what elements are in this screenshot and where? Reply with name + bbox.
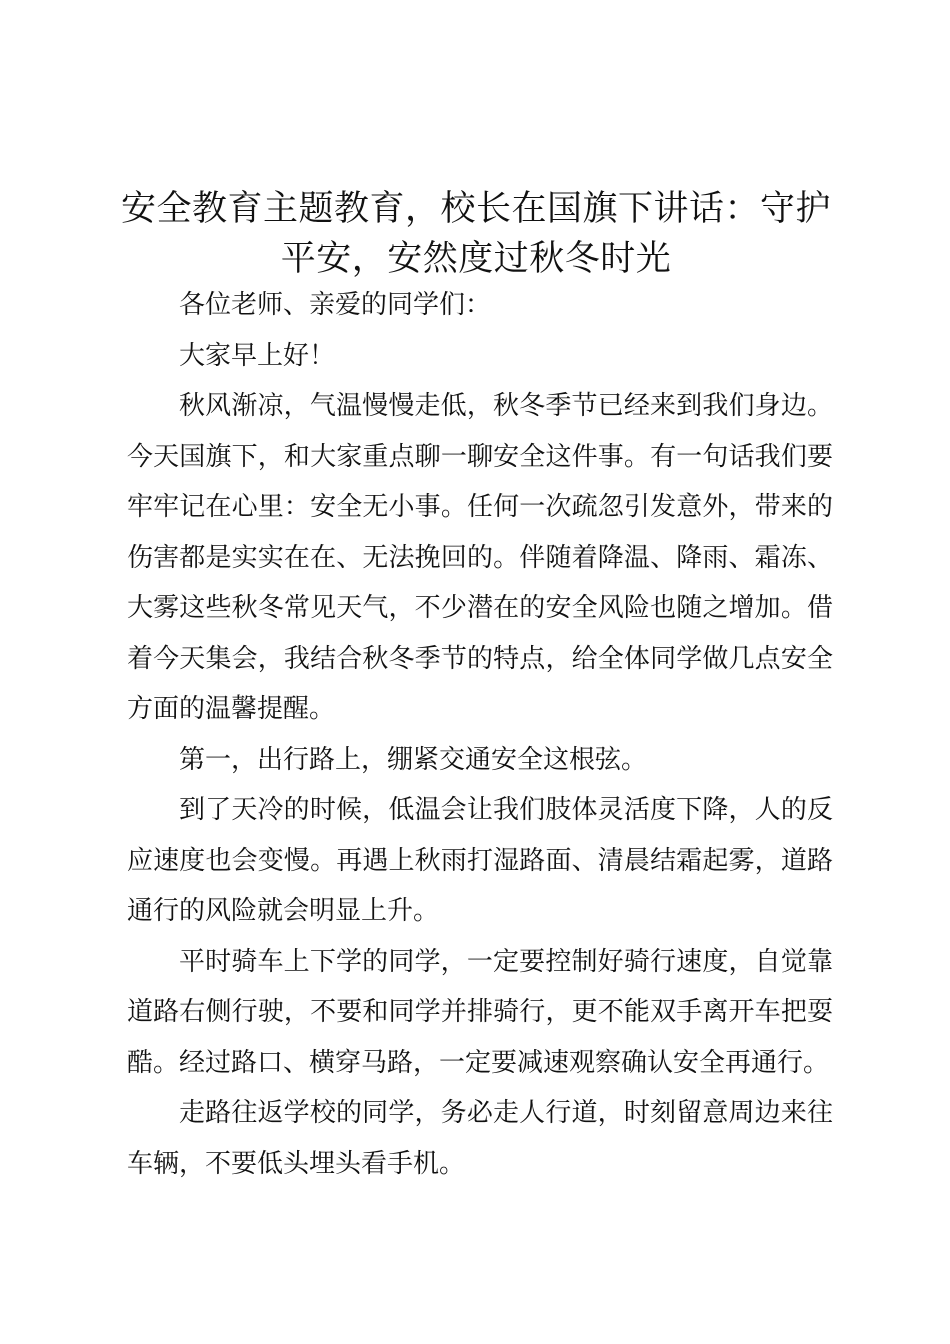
paragraph: 平时骑车上下学的同学，一定要控制好骑行速度，自觉靠道路右侧行驶，不要和同学并排骑行，更不能双手离开车把耍酷。经过路口、横穿马路，一定要减速观察确认安全再通行。: [127, 946, 833, 1078]
document-body: [127, 280, 833, 1189]
paragraph: 到了天冷的时候，低温会让我们肢体灵活度下降，人的反应速度也会变慢。再遇上秋雨打湿路面、清晨结霜起雾，道路通行的风险就会明显上升。: [127, 795, 833, 926]
salutation: 各位老师、亲爱的同学们：: [179, 290, 492, 320]
paragraph: 秋风渐凉，气温慢慢走低，秋冬季节已经来到我们身边。今天国旗下，和大家重点聊一聊安全这件事。有一句话我们要牢牢记在心里：安全无小事。任何一次疏忽引发意外，带来的伤害都是实实在在、无法挽回的。伴随着降温、降雨、霜冻、大雾这些秋冬常见天气，不少潜在的安全风险也随之增加。借着今天集会，我结合秋冬季节的特点，给全体同学做几点安全方面的温馨提醒。: [127, 391, 833, 724]
greeting: 大家早上好！: [179, 340, 336, 371]
document-title: 安全教育主题教育，校长在国旗下讲话：守护平安，安然度过秋冬时光: [120, 189, 831, 279]
paragraph: 走路往返学校的同学，务必走人行道，时刻留意周边来往车辆，不要低头埋头看手机。: [127, 1098, 833, 1179]
section-heading: 第一，出行路上，绷紧交通安全这根弦。: [179, 744, 648, 775]
